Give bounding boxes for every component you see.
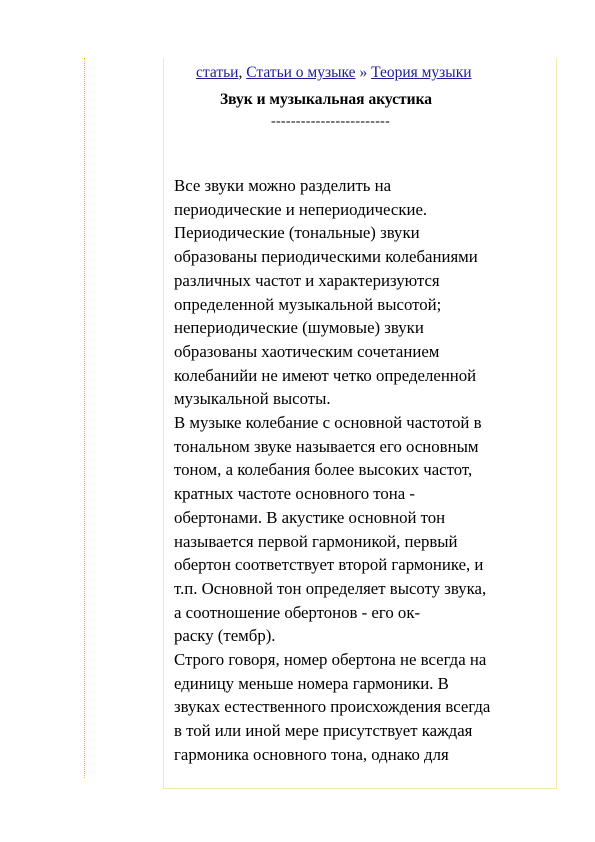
left-dotted-rule	[84, 58, 85, 778]
breadcrumb-comma: ,	[238, 64, 243, 81]
title-divider: ------------------------	[271, 114, 391, 129]
body-line: периодические и непериодические.	[174, 199, 428, 219]
body-line: В музыке колебание с основной частотой в	[174, 413, 482, 433]
body-line: определенной музыкальной высотой;	[174, 294, 442, 314]
body-line: раску (тембр).	[174, 626, 276, 646]
body-line: а соотношение обертонов - его ок-	[174, 602, 421, 622]
breadcrumb-link-articles[interactable]: статьи	[196, 64, 239, 81]
page-title: Звук и музыкальная акустика	[220, 91, 433, 108]
breadcrumb-link-music-theory[interactable]: Теория музыки	[371, 64, 472, 81]
body-line: образованы хаотическим сочетанием	[174, 341, 440, 361]
body-line: обертон соответствует второй гармонике, и	[174, 555, 484, 575]
body-line: непериодические (шумовые) звуки	[174, 318, 424, 338]
body-line: обертонами. В акустике основной тон	[174, 507, 446, 527]
body-line: колебанийи не имеют четко определенной	[174, 365, 477, 385]
body-line: в той или иной мере присутствует каждая	[174, 721, 473, 741]
body-line: тоном, а колебания более высоких частот,	[174, 460, 473, 480]
article-body	[174, 174, 554, 767]
body-line: различных частот и характеризуются	[174, 270, 440, 290]
body-line: Строго говоря, номер обертона не всегда на	[174, 650, 487, 670]
breadcrumb	[196, 63, 472, 83]
body-line: единицу меньше номера гармоники. В	[174, 673, 449, 693]
body-line: тональном звуке называется его основным	[174, 436, 479, 456]
body-line: звуках естественного происхождения всегда	[174, 697, 491, 717]
breadcrumb-link-music-articles[interactable]: Статьи о музыке	[246, 64, 356, 81]
body-line: образованы периодическими колебаниями	[174, 247, 478, 267]
body-line: кратных частоте основного тона -	[174, 484, 416, 504]
body-line: музыкальной высоты.	[174, 389, 331, 409]
body-line: Все звуки можно разделить на	[174, 176, 392, 195]
breadcrumb-separator: »	[359, 64, 368, 81]
body-line: называется первой гармоникой, первый	[174, 531, 458, 551]
body-line: Периодические (тональные) звуки	[174, 223, 420, 243]
body-line: т.п. Основной тон определяет высоту звука,	[174, 578, 487, 598]
body-line: гармоника основного тона, однако для	[174, 744, 449, 764]
